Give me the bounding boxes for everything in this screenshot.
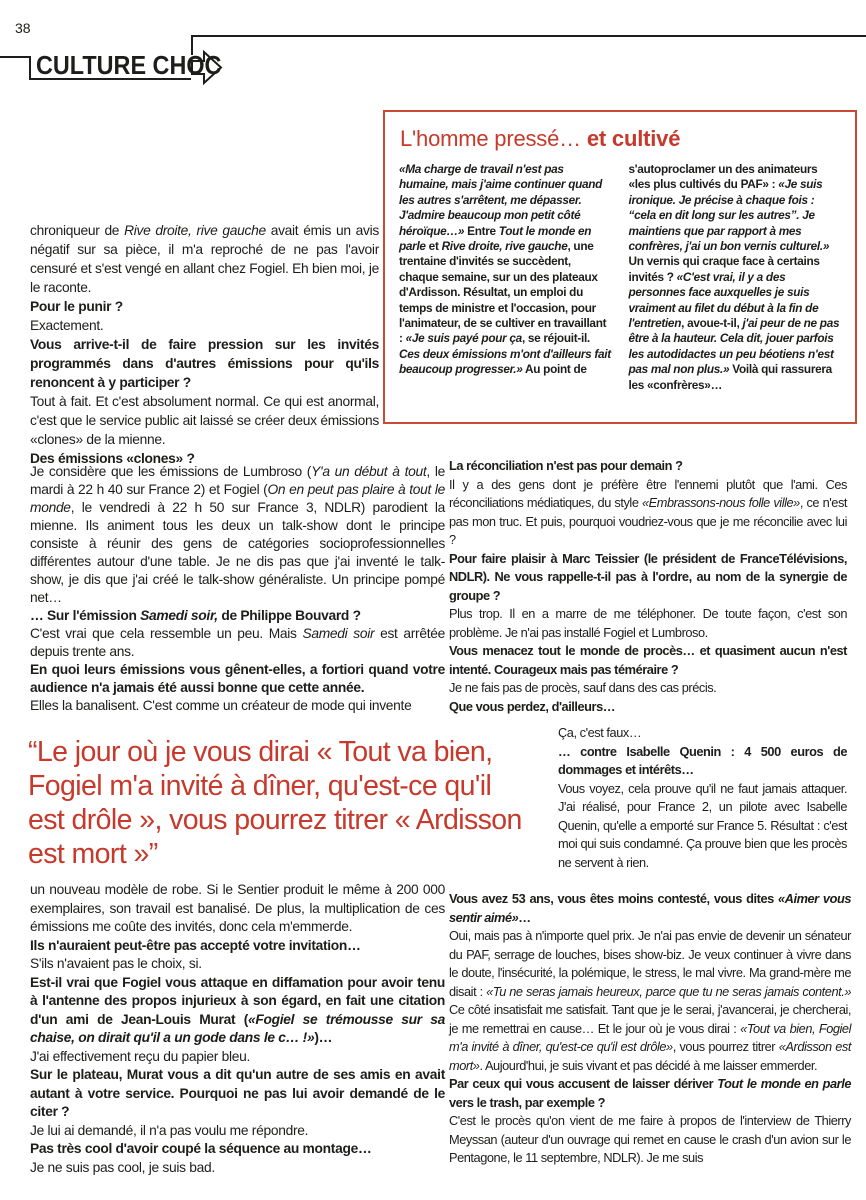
- article-left-column-bottom: [30, 881, 445, 1177]
- paragraph: Pour faire plaisir à Marc Teissier (le président de FranceTélévisions, NDLR). Ne vous rappelle-t-il pas à l'ordre, au nom de la synergie de groupe ?: [449, 550, 847, 603]
- paragraph: Oui, mais pas à n'importe quel prix. Je n'ai pas envie de devenir un sénateur du PAF, serrage de louches, bises show-biz. Je veux continuer à vivre dans le doute, l'insécurité, la polémique, le stress, le mal vivre. Ma grand-mère me disait : «Tu ne seras jamais heureux, parce que tu ne seras jamais content.» Ce côté insatisfait me satisfait. Tant que je le serai, j'avancerai, je chercherai, je me remettrai en cause… Et le jour où je vous dirai : «Tout va bien, Fogiel m'a invité à dîner, qu'est-ce qu'il est drôle», vous pourrez titrer «Ardisson est mort». Aujourd'hui, je suis vivant et pas décidé à me laisser emmerder.: [449, 928, 851, 1073]
- paragraph: «Ma charge de travail n'est pas humaine, mais j'aime continuer quand les autres s'arrêtent, me dépasser. J'admire beaucoup mon petit côté héroïque…» Entre Tout le monde en parle et Rive droite, rive gauche, une trentaine d'invités se succèdent, chaque semaine, sur un des plateaux d'Ardisson. Résultat, un emploi du temps de ministre et l'occasion, pour l'animateur, de se cultiver en travaillant : «Je suis payé pour ça, se réjouit-il. Ces deux émissions m'ont d'ailleurs fait beaucoup progresser.» Au point de: [399, 162, 611, 377]
- info-box-title: [400, 126, 842, 152]
- paragraph: Pas très cool d'avoir coupé la séquence au montage…: [30, 1141, 372, 1156]
- article-right-column-indented: [558, 724, 847, 872]
- paragraph: S'ils n'avaient pas le choix, si.: [30, 956, 202, 971]
- info-box-column-left: [399, 162, 613, 393]
- pull-quote: [28, 735, 613, 871]
- paragraph: Pour le punir ?: [30, 299, 123, 314]
- paragraph: Vous avez 53 ans, vous êtes moins contesté, vous dites «Aimer vous sentir aimé»…: [449, 891, 851, 925]
- paragraph: est mort »”: [28, 838, 158, 870]
- article-right-column-bottom: [449, 890, 851, 1168]
- paragraph: est drôle », vous pourrez titrer « Ardisson: [28, 804, 522, 836]
- section-title: CULTURE CHOC: [36, 50, 222, 80]
- paragraph: Sur le plateau, Murat vous a dit qu'un autre de ses amis en avait autant à votre service. Pourquoi ne pas lui avoir demandé de le citer ?: [30, 1067, 445, 1119]
- paragraph: C'est vrai que cela ressemble un peu. Mais Samedi soir est arrêtée depuis trente ans.: [30, 626, 446, 659]
- paragraph: s'autoproclamer un des animateurs «les plus cultivés du PAF» : «Je suis ironique. Je précise à chaque fois : “cela en dit long sur les autres”. Je maintiens que par rapport à mes confrères, j'ai un bon vernis culturel.» Un vernis qui craque face à certains invités ? «C'est vrai, il y a des personnes face auxquelles je suis vraiment au filet du début à la fin de l'entretien, avoue-t-il, j'ai peur de ne pas être à la hauteur. Cela dit, jouer parfois les autodidactes un peu béotiens n'est pas mal non plus.» Voilà qui rassurera les «confrères»…: [628, 162, 840, 392]
- paragraph: Ils n'auraient peut-être pas accepté votre invitation…: [30, 937, 361, 953]
- info-box-columns: [399, 162, 842, 393]
- paragraph: Je considère que les émissions de Lumbroso (Y'a un début à tout, le mardi à 22 h 40 sur France 2) et Fogiel (On en peut pas plaire à tout le monde, le vendredi à 22 h 50 sur France 3, NDLR) parodient la mienne. Ils animent tous les deux un talk-show dont le principe consiste à réunir des gens de catégories socioprofessionnelles différentes autour d'une table. Je ne dis pas que j'ai inventé le talk-show, je dis que j'ai créé le talk-show généraliste. Un principe pompé net…: [30, 464, 446, 605]
- paragraph: … contre Isabelle Quenin : 4 500 euros de dommages et intérêts…: [558, 743, 847, 777]
- paragraph: Est-il vrai que Fogiel vous attaque en diffamation pour avoir tenu à l'antenne des propos injurieux à son égard, en fait une citation d'un ami de Jean-Louis Murat («Fogiel se trémousse sur sa chaise, on dirait qu'il a un gode dans le c… !»)…: [30, 974, 445, 1045]
- paragraph: Plus trop. Il en a marre de me téléphoner. De toute façon, c'est son problème. Je n'ai pas installé Fogiel et Lumbroso.: [449, 606, 847, 640]
- paragraph: Je lui ai demandé, il n'a pas voulu me répondre.: [30, 1122, 309, 1138]
- paragraph: J'ai effectivement reçu du papier bleu.: [30, 1048, 250, 1064]
- info-box-title-regular: L'homme pressé…: [400, 126, 587, 151]
- paragraph: Tout à fait. Et c'est absolument normal. Ce qui est anormal, c'est que le service public ait laissé se créer deux émissions «clones» de la mienne.: [30, 394, 379, 447]
- paragraph: Fogiel m'a invité à dîner, qu'est-ce qu'il: [28, 770, 492, 802]
- paragraph: La réconciliation n'est pas pour demain ?: [449, 458, 683, 473]
- article-left-column-top: [30, 221, 379, 468]
- paragraph: Que vous perdez, d'ailleurs…: [449, 698, 616, 714]
- paragraph: Vous menacez tout le monde de procès… et quasiment aucun n'est intenté. Courageux mais pas téméraire ?: [449, 643, 847, 677]
- paragraph: Vous arrive-t-il de faire pression sur les invités programmés dans d'autres émissions pour qu'ils renoncent à y participer ?: [30, 337, 379, 390]
- paragraph: En quoi leurs émissions vous gênent-elles, a fortiori quand votre audience n'a jamais été aussi bonne que cette année.: [30, 662, 445, 695]
- info-box: [383, 110, 857, 424]
- info-box-title-bold: et cultivé: [586, 126, 681, 151]
- paragraph: Il y a des gens dont je préfère être l'ennemi plutôt que l'ami. Ces réconciliations médiatiques, du style «Embrassons-nous folle ville», ce n'est pas mon truc. Et puis, pourquoi voudriez-vous que je me réconcilie avec lui ?: [449, 476, 847, 547]
- paragraph: Exactement.: [30, 318, 104, 333]
- paragraph: … Sur l'émission Samedi soir, de Philippe Bouvard ?: [30, 608, 361, 623]
- paragraph: un nouveau modèle de robe. Si le Sentier produit le même à 200 000 exemplaires, son travail est banalisé. De plus, la multiplication de ces émissions me coûte des invités, donc cela m'emmerde.: [30, 882, 445, 934]
- paragraph: Vous voyez, cela prouve qu'il ne faut jamais attaquer. J'ai réalisé, pour France 2, un pilote avec Isabelle Quenin, qu'elle a emporté sur France 5. Résultat : c'est moi qui suis condamné. Ça prouve bien que les procès ne servent à rien.: [558, 780, 847, 870]
- paragraph: C'est le procès qu'on vient de me faire à propos de l'interview de Thierry Meyssan (auteur d'un ouvrage qui remet en cause le crash d'un avion sur le Pentagone, le 11 septembre, NDLR). Je me suis: [449, 1113, 851, 1165]
- paragraph: Elles la banalisent. C'est comme un créateur de mode qui invente: [30, 698, 412, 713]
- paragraph: “Le jour où je vous dirai « Tout va bien,: [28, 736, 493, 768]
- info-box-column-right: [629, 162, 843, 393]
- paragraph: Je ne suis pas cool, je suis bad.: [30, 1159, 215, 1175]
- paragraph: Ça, c'est faux…: [558, 725, 642, 740]
- paragraph: Je ne fais pas de procès, sauf dans des cas précis.: [449, 680, 717, 695]
- article-left-column-middle: [30, 463, 445, 715]
- article-right-column-top: [449, 457, 847, 716]
- paragraph: chroniqueur de Rive droite, rive gauche avait émis un avis négatif sur sa pièce, il m'a reproché de ne pas l'avoir censuré et s'est vengé en allant chez Fogiel. Eh bien moi, je le raconte.: [30, 223, 379, 295]
- page-number: 38: [15, 20, 31, 36]
- paragraph: Des émissions «clones» ?: [30, 451, 195, 466]
- paragraph: Par ceux qui vous accusent de laisser dériver Tout le monde en parle vers le trash, par exemple ?: [449, 1076, 851, 1110]
